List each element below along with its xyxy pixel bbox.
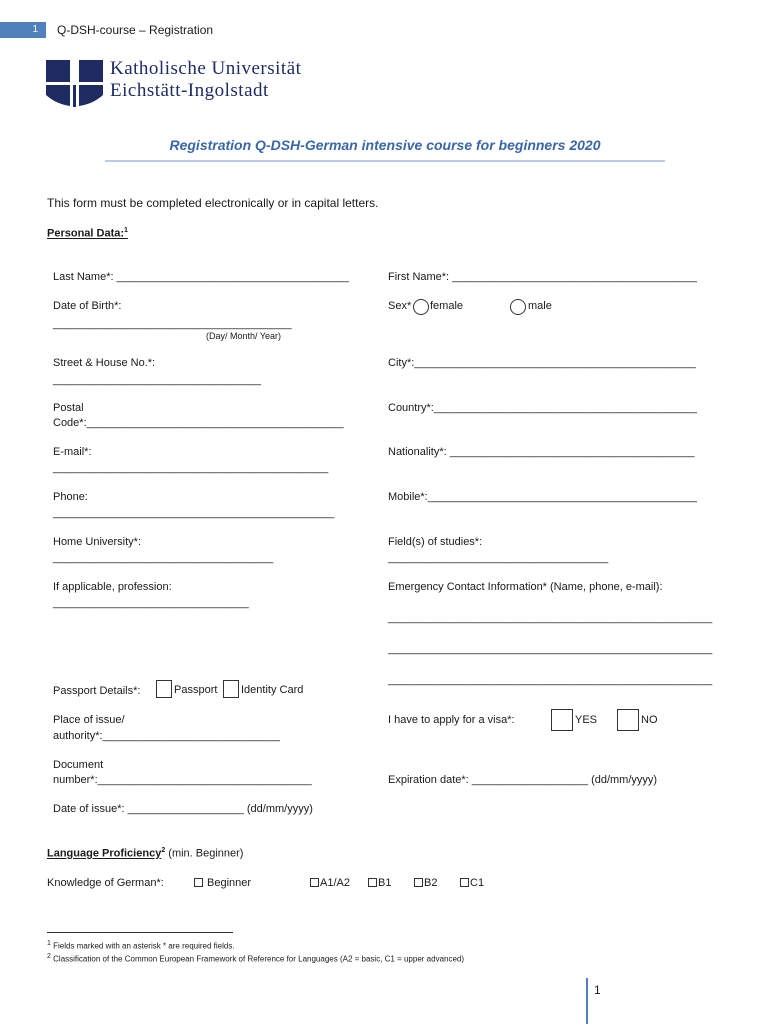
phone-label: Phone: (53, 491, 88, 503)
language-heading: Language Proficiency$^2$ (min. Beginner) (47, 847, 244, 860)
emergency-contact-line-2[interactable]: _____________________________________________________ (388, 643, 713, 655)
phone-field[interactable]: ______________________________________________ (53, 507, 335, 519)
female-radio[interactable] (413, 299, 429, 315)
c1-checkbox[interactable] (460, 878, 469, 887)
footnote-2: $^2$ Classification of the Common European Framework of Reference for Languages (A2 = basic, C1 = upper advanced) (47, 953, 465, 964)
email-label: E-mail*: (53, 446, 92, 458)
footer-page-number: 1 (594, 983, 601, 997)
nationality-field[interactable]: Nationality*: ________________________________________ (388, 446, 695, 458)
b1-checkbox[interactable] (368, 878, 377, 887)
sex-label: Sex* (388, 300, 412, 312)
university-name-line1: Katholische Universität (110, 58, 302, 79)
header-title: Q-DSH-course – Registration (57, 23, 214, 37)
emergency-contact-label: Emergency Contact Information* (Name, phone, e-mail): (388, 581, 663, 593)
a1a2-checkbox[interactable] (310, 878, 319, 887)
knowledge-label: Knowledge of German*: (47, 877, 164, 889)
male-label: male (528, 300, 552, 312)
place-of-issue-field[interactable]: authority*:_____________________________ (53, 730, 280, 742)
profession-field[interactable]: ________________________________ (53, 597, 249, 609)
b2-checkbox[interactable] (414, 878, 423, 887)
form-title: Registration Q-DSH-German intensive course for beginners 2020 (169, 137, 601, 153)
title-underline (105, 160, 665, 162)
personal-data-heading: Personal Data:$^1$ (47, 227, 128, 240)
postal-code-field[interactable]: Code*:__________________________________________ (53, 417, 344, 429)
visa-label: I have to apply for a visa*: (388, 714, 515, 726)
identity-card-label: Identity Card (241, 684, 304, 696)
date-of-issue-field[interactable]: Date of issue*: ___________________ (dd/mm/yyyy) (53, 803, 313, 815)
footnote-1: $^1$ Fields marked with an asterisk * are required fields. (47, 940, 235, 951)
emergency-contact-line-3[interactable]: _____________________________________________________ (388, 674, 713, 686)
footer-bar (586, 978, 588, 1024)
university-name-line2: Eichstätt-Ingolstadt (110, 80, 269, 101)
header-page-number: 1 (0, 22, 46, 38)
email-field[interactable]: _____________________________________________ (53, 462, 329, 474)
passport-label: Passport (174, 684, 218, 696)
home-university-label: Home University*: (53, 536, 142, 548)
intro-text: This form must be completed electronically or in capital letters. (47, 196, 379, 210)
university-logo-icon (46, 58, 104, 108)
visa-yes-label: YES (575, 714, 598, 726)
first-name-field[interactable]: First Name*: ________________________________________ (388, 271, 697, 283)
postal-label: Postal (53, 402, 84, 414)
c1-label: C1 (470, 877, 485, 889)
home-university-field[interactable]: ____________________________________ (53, 552, 274, 564)
male-radio[interactable] (510, 299, 526, 315)
document-number-field[interactable]: number*:___________________________________ (53, 774, 312, 786)
country-field[interactable]: Country*:___________________________________________ (388, 402, 697, 414)
expiration-date-field[interactable]: Expiration date*: ___________________ (dd/mm/yyyy) (388, 774, 658, 786)
female-label: female (430, 300, 464, 312)
street-label: Street & House No.*: (53, 357, 156, 369)
footnote-rule (47, 932, 233, 933)
passport-checkbox[interactable] (156, 680, 172, 698)
document-number-label: Document (53, 759, 104, 771)
identity-card-checkbox[interactable] (223, 680, 239, 698)
visa-no-label: NO (641, 714, 658, 726)
dob-label: Date of Birth*: (53, 300, 122, 312)
visa-no-checkbox[interactable] (617, 709, 639, 731)
passport-details-label: Passport Details*: (53, 685, 141, 697)
place-of-issue-label: Place of issue/ (53, 714, 125, 726)
profession-label: If applicable, profession: (53, 581, 172, 593)
city-field[interactable]: City*:______________________________________________ (388, 357, 696, 369)
dob-hint: (Day/ Month/ Year) (206, 331, 282, 341)
street-field[interactable]: __________________________________ (53, 374, 262, 386)
emergency-contact-line-1[interactable]: _____________________________________________________ (388, 612, 713, 624)
field-of-studies-field[interactable]: ____________________________________ (388, 552, 609, 564)
b1-label: B1 (378, 877, 392, 889)
a1a2-label: A1/A2 (320, 877, 350, 889)
visa-yes-checkbox[interactable] (551, 709, 573, 731)
beginner-checkbox[interactable] (194, 878, 203, 887)
mobile-field[interactable]: Mobile*:____________________________________________ (388, 491, 697, 503)
field-of-studies-label: Field(s) of studies*: (388, 536, 483, 548)
last-name-field[interactable]: Last Name*: ______________________________________ (53, 271, 350, 283)
b2-label: B2 (424, 877, 438, 889)
dob-field[interactable]: _______________________________________ (53, 318, 292, 330)
beginner-label: Beginner (207, 877, 252, 889)
